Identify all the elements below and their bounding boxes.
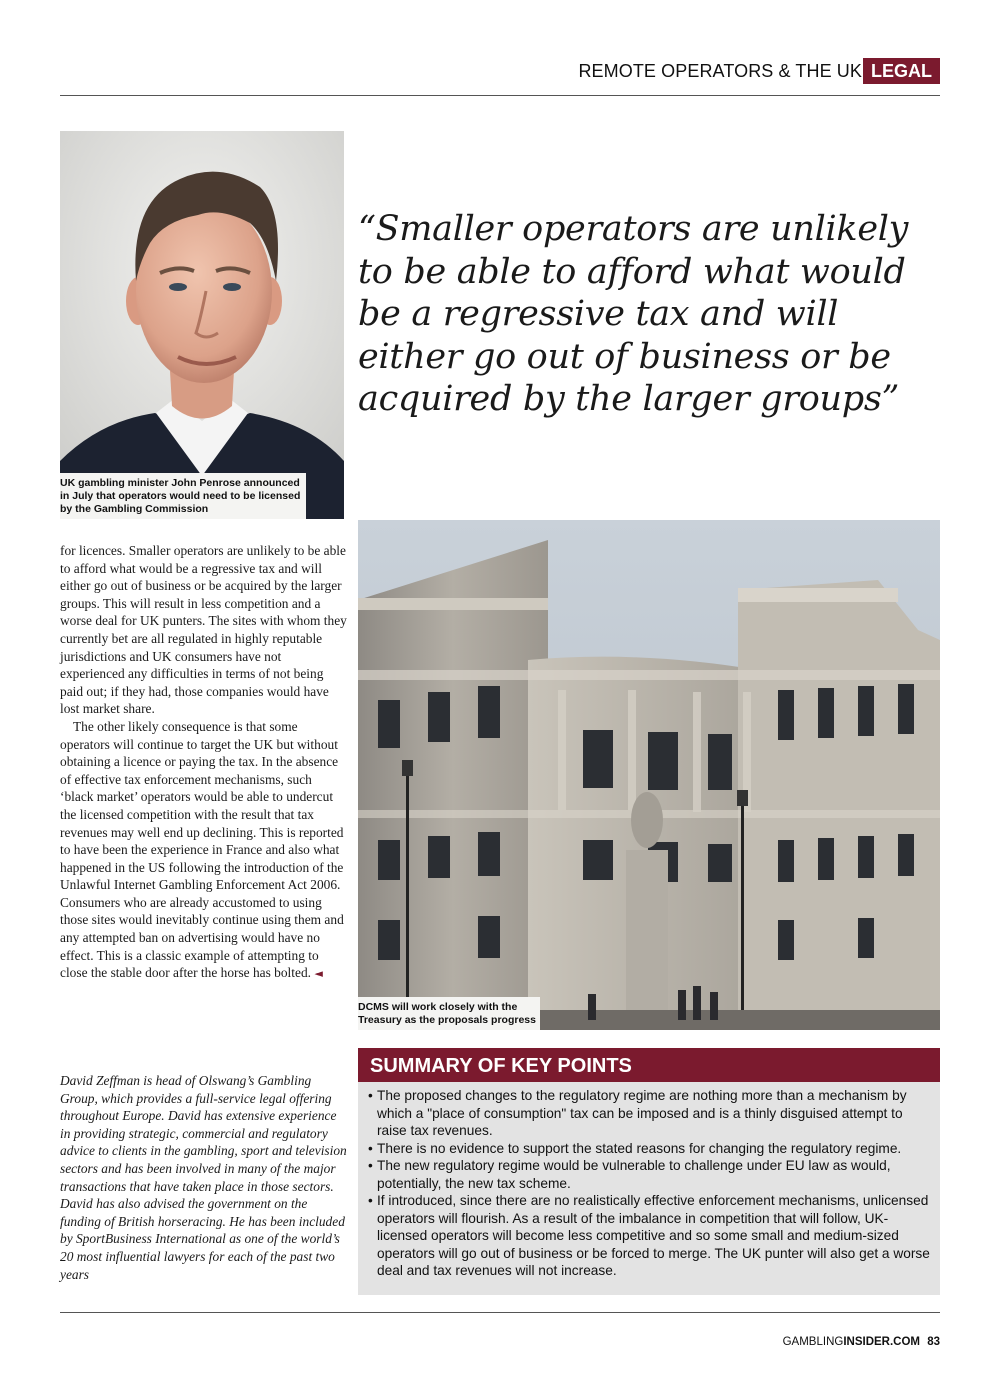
summary-title: SUMMARY OF KEY POINTS (358, 1048, 940, 1082)
summary-point: • The proposed changes to the regulatory regime are nothing more than a mechanism by which a "place of consumption" tax can be imposed and is a thinly disguised attempt to raise tax revenues. (368, 1087, 930, 1140)
footer-site-suffix: INSIDER.COM (843, 1336, 920, 1348)
summary-point: • There is no evidence to support the stated reasons for changing the regulatory regime. (368, 1140, 930, 1158)
footer-site-prefix: GAMBLING (782, 1336, 844, 1348)
page-header (60, 58, 940, 86)
end-mark-icon: ◄ (314, 967, 323, 981)
header-rule (60, 95, 940, 96)
portrait-illustration (60, 131, 344, 519)
portrait-caption: UK gambling minister John Penrose announced in July that operators would need to be licensed by the Gambling Commission (60, 473, 306, 519)
page-footer (783, 1336, 940, 1348)
summary-point: • The new regulatory regime would be vulnerable to challenge under EU law as would, potentially, the new tax scheme. (368, 1157, 930, 1192)
pull-quote: “Smaller operators are unlikely to be able to afford what would be a regressive tax and will either go out of business or be acquired by the larger groups” (358, 209, 909, 419)
footer-rule (60, 1312, 940, 1313)
article-body (60, 542, 348, 983)
body-paragraph-1: for licences. Smaller operators are unlikely to be able to afford what would be a regressive tax and will either go out of business or be acquired by the larger groups. This will result in less competition and a worse deal for UK punters. The sites with whom they currently bet are all regulated in highly reputable jurisdictions and UK consumers have not experienced any difficulties in terms of not being paid out; if they had, those companies would have lost market share. (60, 543, 347, 717)
body-paragraph-2-text: The other likely consequence is that some operators will continue to target the UK but without obtaining a licence or paying the tax. In the absence of effective tax enforcement mechanisms, such ‘black market’ operators would be able to undercut the licensed competition with the result that tax revenues may well end up declining. This is reported to have been the experience in France and also what happened in the US following the introduction of the Unlawful Internet Gambling Enforcement Act 2006. Consumers who are already accustomed to using those sites would inevitably continue using them and any attempted ban on advertising would have no effect. This is a classic example of attempting to close the stable door after the horse has bolted. (60, 718, 344, 981)
body-paragraph-2 (60, 718, 348, 983)
building-caption: DCMS will work closely with the Treasury as the proposals progress (358, 997, 540, 1030)
portrait-photo (60, 131, 344, 519)
summary-list (358, 1082, 940, 1280)
building-illustration (358, 520, 940, 1030)
summary-box (358, 1048, 940, 1295)
building-photo (358, 520, 940, 1030)
section-tag: LEGAL (863, 58, 940, 84)
author-bio: David Zeffman is head of Olswang’s Gambling Group, which provides a full-service legal offering throughout Europe. David has extensive experience in providing strategic, commercial and regulatory advice to clients in the gambling, sport and television sectors and has been involved in many of the major transactions that have taken place in those sectors. David has also advised the government on the funding of British horseracing. He has been included by SportBusiness International as one of the world’s 20 most influential lawyers for each of the past two years (60, 1073, 347, 1282)
summary-point: • If introduced, since there are no realistically effective enforcement mechanisms, unlicensed operators will flourish. As a result of the imbalance in competition that will follow, UK-licensed operators will become less competitive and so some small and medium-sized operators will go out of business or be forced to merge. The UK punter will also get a worse deal and tax revenues will not increase. (368, 1192, 930, 1280)
page-number: 83 (927, 1336, 940, 1348)
section-title: REMOTE OPERATORS & THE UK (578, 61, 862, 81)
